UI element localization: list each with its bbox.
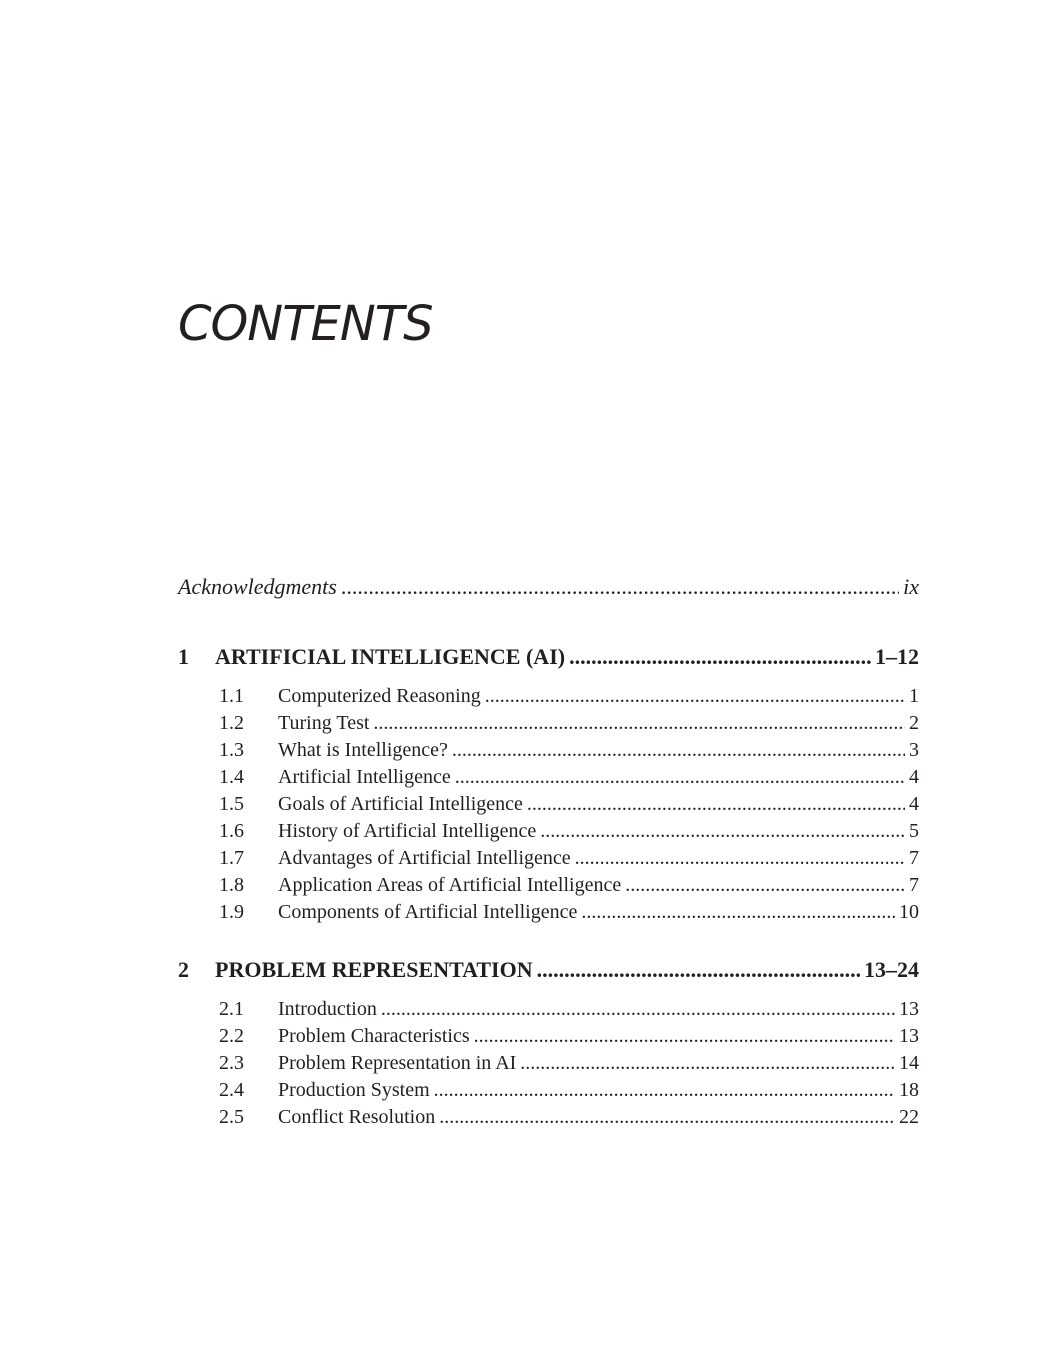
dot-leader	[581, 901, 895, 924]
toc-section[interactable]	[219, 998, 919, 1025]
chapter-block	[178, 644, 919, 928]
dot-leader	[625, 874, 905, 897]
dot-leader	[373, 712, 905, 735]
section-page: 5	[909, 820, 919, 842]
section-number: 2.5	[219, 1106, 244, 1128]
chapter-number: 2	[178, 957, 189, 982]
section-page: 4	[909, 766, 919, 788]
section-title: Problem Characteristics	[278, 1025, 470, 1047]
page-title: CONTENTS	[178, 296, 433, 352]
section-number: 1.9	[219, 901, 244, 923]
dot-leader	[527, 793, 905, 816]
chapter-pages: 1–12	[875, 644, 919, 669]
section-title: Components of Artificial Intelligence	[278, 901, 578, 923]
section-title: Production System	[278, 1079, 430, 1101]
toc-section[interactable]	[219, 712, 919, 739]
toc-section[interactable]	[219, 901, 919, 928]
dot-leader	[569, 644, 871, 670]
section-page: 7	[909, 874, 919, 896]
section-number: 1.6	[219, 820, 244, 842]
section-title: Computerized Reasoning	[278, 685, 481, 707]
section-page: 13	[899, 1025, 919, 1047]
section-title: History of Artificial Intelligence	[278, 820, 537, 842]
chapter-title: PROBLEM REPRESENTATION	[215, 957, 533, 982]
dot-leader	[520, 1052, 895, 1075]
chapter-number: 1	[178, 644, 189, 669]
section-title: Turing Test	[278, 712, 370, 734]
toc-section[interactable]	[219, 1079, 919, 1106]
toc-section[interactable]	[219, 739, 919, 766]
section-number: 1.3	[219, 739, 244, 761]
section-page: 2	[909, 712, 919, 734]
section-page: 3	[909, 739, 919, 761]
section-number: 1.5	[219, 793, 244, 815]
section-title: Problem Representation in AI	[278, 1052, 517, 1074]
dot-leader	[537, 957, 860, 983]
dot-leader	[452, 739, 905, 762]
section-title: Advantages of Artificial Intelligence	[278, 847, 571, 869]
section-page: 4	[909, 793, 919, 815]
toc-entry-acknowledgments[interactable]	[178, 574, 919, 610]
toc-section[interactable]	[219, 793, 919, 820]
section-title: Conflict Resolution	[278, 1106, 436, 1128]
toc-section[interactable]	[219, 874, 919, 901]
section-page: 1	[909, 685, 919, 707]
section-page: 14	[899, 1052, 919, 1074]
section-page: 13	[899, 998, 919, 1020]
section-page: 10	[899, 901, 919, 923]
section-title: What is Intelligence?	[278, 739, 448, 761]
section-list	[219, 685, 919, 928]
chapter-heading[interactable]	[178, 957, 919, 987]
toc-section[interactable]	[219, 685, 919, 712]
toc-section[interactable]	[219, 1052, 919, 1079]
section-number: 2.2	[219, 1025, 244, 1047]
section-title: Introduction	[278, 998, 377, 1020]
chapter-pages: 13–24	[864, 957, 919, 982]
dot-leader	[381, 998, 895, 1021]
section-number: 2.1	[219, 998, 244, 1020]
chapter-block	[178, 957, 919, 1133]
section-list	[219, 998, 919, 1133]
toc-section[interactable]	[219, 847, 919, 874]
section-title: Artificial Intelligence	[278, 766, 451, 788]
dot-leader	[341, 574, 899, 600]
section-number: 1.4	[219, 766, 244, 788]
section-number: 1.8	[219, 874, 244, 896]
dot-leader	[540, 820, 905, 843]
dot-leader	[434, 1079, 895, 1102]
toc-section[interactable]	[219, 1025, 919, 1052]
toc-entry-title: Acknowledgments	[178, 574, 337, 599]
section-number: 2.3	[219, 1052, 244, 1074]
section-number: 1.1	[219, 685, 244, 707]
toc-section[interactable]	[219, 820, 919, 847]
table-of-contents	[178, 574, 919, 1128]
toc-section[interactable]	[219, 766, 919, 793]
section-title: Goals of Artificial Intelligence	[278, 793, 523, 815]
dot-leader	[575, 847, 905, 870]
dot-leader	[439, 1106, 895, 1129]
toc-entry-page: ix	[903, 574, 919, 599]
dot-leader	[455, 766, 905, 789]
section-number: 1.2	[219, 712, 244, 734]
chapter-title: ARTIFICIAL INTELLIGENCE (AI)	[215, 644, 566, 669]
dot-leader	[474, 1025, 895, 1048]
section-number: 2.4	[219, 1079, 244, 1101]
section-page: 7	[909, 847, 919, 869]
toc-section[interactable]	[219, 1106, 919, 1133]
section-title: Application Areas of Artificial Intelligence	[278, 874, 622, 896]
dot-leader	[485, 685, 905, 708]
section-page: 22	[899, 1106, 919, 1128]
section-page: 18	[899, 1079, 919, 1101]
chapter-heading[interactable]	[178, 644, 919, 674]
section-number: 1.7	[219, 847, 244, 869]
